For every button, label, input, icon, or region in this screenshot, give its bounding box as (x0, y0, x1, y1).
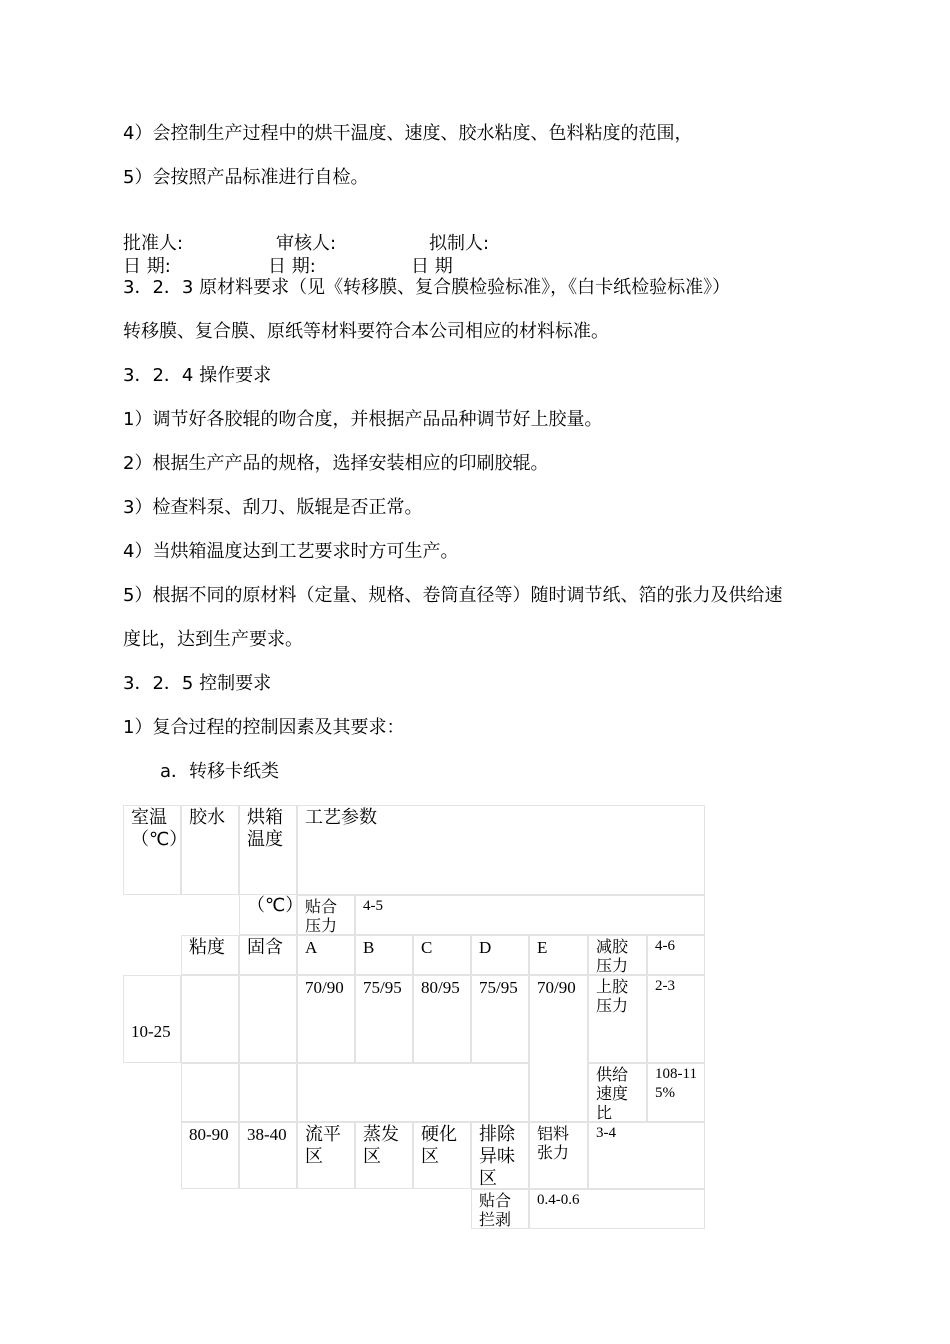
reduce-pressure-value: 4-6 (647, 935, 705, 975)
room-temp-header: 室温（℃） (123, 805, 181, 895)
bond-pressure-value: 4-5 (355, 895, 705, 935)
zone-e-header: E (529, 935, 588, 975)
zone-c-value: 80/95 (413, 975, 471, 1063)
viscosity-header: 粘度 (181, 935, 239, 975)
hardening-zone: 硬化区 (413, 1122, 471, 1189)
evaporation-zone: 蒸发区 (355, 1122, 413, 1189)
feed-ratio-label: 供给速度比 (588, 1063, 647, 1122)
date-label: 日 期: (268, 256, 316, 277)
list-item: 1）复合过程的控制因素及其要求： (123, 717, 405, 738)
zone-d-value: 75/95 (471, 975, 529, 1063)
paragraph-line: 转移膜、复合膜、原纸等材料要符合本公司相应的材料标准。 (123, 321, 609, 342)
paragraph-line: 4）会控制生产过程中的烘干温度、速度、胶水粘度、色料粘度的范围， (123, 123, 693, 144)
zone-a-header: A (297, 935, 355, 975)
list-item: 4）当烘箱温度达到工艺要求时方可生产。 (123, 541, 459, 562)
oven-temp-header: 烘箱温度 (239, 805, 297, 895)
section-heading: 3．2．4 操作要求 (123, 365, 272, 386)
zone-a-value: 70/90 (297, 975, 355, 1063)
zone-d-header: D (471, 935, 529, 975)
list-item: 1）调节好各胶辊的吻合度，并根据产品品种调节好上胶量。 (123, 409, 603, 430)
glue-header: 胶水 (181, 805, 239, 895)
drafter-label: 拟制人: (429, 233, 490, 254)
odor-removal-zone: 排除异味区 (471, 1122, 529, 1189)
subsection-heading: a．转移卡纸类 (160, 761, 280, 782)
process-params-header: 工艺参数 (297, 805, 705, 895)
bond-pressure-label: 贴合压力 (297, 895, 355, 935)
reviewer-label: 审核人: (276, 233, 337, 254)
foil-tension-label: 铝料张力 (529, 1122, 588, 1189)
glue-pressure-value: 2-3 (647, 975, 705, 1063)
list-item: 2）根据生产产品的规格，选择安装相应的印刷胶辊。 (123, 453, 549, 474)
zone-b-value: 75/95 (355, 975, 413, 1063)
section-heading: 3．2．5 控制要求 (123, 673, 272, 694)
solids-header: 固含 (239, 935, 297, 975)
table-cell (181, 975, 239, 1063)
zone-c-header: C (413, 935, 471, 975)
zone-e-value: 70/90 (529, 975, 588, 1122)
date-label: 日 期 (411, 256, 453, 277)
reduce-pressure-label: 减胶压力 (588, 935, 647, 975)
table-cell (297, 1063, 529, 1122)
list-item: 5）根据不同的原材料（定量、规格、卷筒直径等）随时调节纸、箔的张力及供给速 (123, 585, 783, 606)
list-item: 度比，达到生产要求。 (123, 629, 303, 650)
list-item: 3）检查料泵、刮刀、版辊是否正常。 (123, 497, 423, 518)
leveling-zone: 流平区 (297, 1122, 355, 1189)
solids-value: 38-40 (239, 1122, 297, 1189)
table-cell (239, 975, 297, 1063)
glue-pressure-label: 上胶压力 (588, 975, 647, 1063)
zone-b-header: B (355, 935, 413, 975)
approver-label: 批准人: (123, 233, 184, 254)
room-temp-value: 10-25 (123, 975, 181, 1063)
paragraph-line: 5）会按照产品标准进行自检。 (123, 167, 369, 188)
section-heading: 3．2．3 原材料要求（见《转移膜、复合膜检验标准》，《白卡纸检验标准》） (123, 277, 731, 298)
table-cell (239, 1063, 297, 1122)
table-cell (181, 1063, 239, 1122)
feed-ratio-value: 108-115% (647, 1063, 705, 1122)
oven-unit: （℃） (239, 895, 297, 935)
foil-tension-value: 3-4 (588, 1122, 705, 1189)
date-label: 日 期: (123, 256, 171, 277)
peel-value: 0.4-0.6 (529, 1189, 705, 1229)
peel-label: 贴合拦剥 (471, 1189, 529, 1229)
viscosity-value: 80-90 (181, 1122, 239, 1189)
